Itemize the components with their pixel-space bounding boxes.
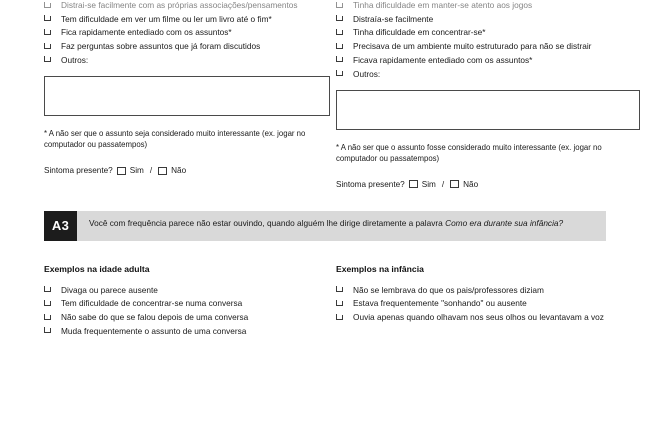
checkbox-icon[interactable]	[44, 300, 51, 306]
checkbox-icon[interactable]	[44, 286, 51, 292]
checkbox-icon-no[interactable]	[158, 167, 167, 175]
right-free-text-box[interactable]	[336, 90, 640, 130]
child-examples-column	[336, 285, 650, 340]
question-block-a3	[44, 211, 606, 241]
left-column	[0, 0, 336, 189]
checkbox-icon[interactable]	[336, 15, 343, 21]
list-item-label: Não sabe do que se falou depois de uma conversa	[61, 312, 249, 323]
checkbox-icon[interactable]	[44, 2, 51, 8]
list-item[interactable]	[44, 27, 330, 38]
list-item[interactable]	[336, 69, 640, 80]
child-examples-heading: Exemplos na infância	[336, 263, 424, 274]
checkbox-icon[interactable]	[336, 43, 343, 49]
examples-headings	[0, 259, 650, 277]
right-checklist	[336, 0, 640, 80]
list-item[interactable]	[44, 326, 330, 337]
list-item-label: Estava frequentemente "sonhando" ou ausente	[353, 298, 527, 309]
question-text-italic: Como era durante sua infância?	[445, 217, 564, 228]
adult-examples-list	[44, 285, 330, 337]
right-column	[336, 0, 650, 189]
list-item[interactable]	[336, 298, 640, 309]
list-item-label: Distraía-se facilmente	[353, 13, 434, 24]
list-item-label: Tinha dificuldade em manter-se atento aos jogos	[353, 0, 533, 10]
question-text	[77, 211, 606, 241]
checkbox-icon[interactable]	[336, 70, 343, 76]
list-item-label: Outros:	[353, 68, 381, 79]
left-checklist	[44, 0, 330, 66]
left-footnote: * A não ser que o assunto seja considerado muito interessante (ex. jogar no computador ou passatempos)	[44, 129, 306, 150]
left-symptom-row	[44, 166, 330, 175]
left-symptom-label: Sintoma presente?	[44, 166, 113, 176]
adult-heading-wrap	[0, 259, 336, 277]
list-item[interactable]	[44, 298, 330, 309]
list-item[interactable]	[44, 55, 330, 66]
child-heading-wrap	[336, 259, 650, 277]
checkbox-icon[interactable]	[336, 286, 343, 292]
list-item-label: Precisava de um ambiente muito estruturado para não se distrair	[353, 41, 592, 52]
list-item-label: Tem dificuldade em ver um filme ou ler um livro até o fim*	[61, 13, 272, 24]
left-free-text-box[interactable]	[44, 76, 330, 116]
list-item-label: Muda frequentemente o assunto de uma conversa	[61, 325, 247, 336]
right-symptom-row	[336, 180, 640, 189]
examples-two-column-section	[0, 285, 650, 340]
list-item[interactable]	[336, 55, 640, 66]
right-footnote: * A não ser que o assunto fosse considerado muito interessante (ex. jogar no computador ou passatempos)	[336, 142, 602, 163]
checkbox-icon[interactable]	[44, 43, 51, 49]
checkbox-icon[interactable]	[336, 314, 343, 320]
list-item[interactable]	[44, 285, 330, 296]
adult-examples-column	[0, 285, 336, 340]
list-item-label: Outros:	[61, 54, 89, 65]
checkbox-icon[interactable]	[336, 29, 343, 35]
right-symptom-separator: /	[441, 179, 445, 189]
top-two-column-section	[0, 0, 650, 189]
left-symptom-yes: Sim	[129, 166, 144, 176]
list-item[interactable]	[44, 14, 330, 25]
list-item[interactable]	[336, 41, 640, 52]
left-symptom-separator: /	[149, 166, 153, 176]
right-symptom-no: Não	[463, 179, 479, 189]
checkbox-icon[interactable]	[336, 2, 343, 8]
list-item[interactable]	[44, 0, 330, 11]
list-item-label: Não se lembrava do que os pais/professores diziam	[353, 284, 544, 295]
list-item-label: Tinha dificuldade em concentrar-se*	[353, 27, 486, 38]
list-item-label: Divaga ou parece ausente	[61, 284, 158, 295]
checkbox-icon[interactable]	[44, 314, 51, 320]
checkbox-icon[interactable]	[44, 56, 51, 62]
question-text-main: Você com frequência parece não estar ouvindo, quando alguém lhe dirige diretamente a palavra	[89, 217, 446, 228]
checkbox-icon-no[interactable]	[450, 180, 459, 188]
list-item-label: Ouvia apenas quando olhavam nos seus olhos ou levantavam a voz	[353, 312, 604, 323]
list-item-label: Fica rapidamente entediado com os assuntos*	[61, 27, 232, 38]
checkbox-icon-yes[interactable]	[409, 180, 418, 188]
adult-examples-heading: Exemplos na idade adulta	[44, 263, 150, 274]
list-item[interactable]	[336, 27, 640, 38]
checkbox-icon[interactable]	[336, 300, 343, 306]
question-code-badge: A3	[44, 211, 77, 241]
child-examples-list	[336, 285, 640, 324]
list-item-label: Ficava rapidamente entediado com os assuntos*	[353, 54, 533, 65]
list-item[interactable]	[44, 312, 330, 323]
list-item[interactable]	[336, 0, 640, 11]
checkbox-icon-yes[interactable]	[117, 167, 126, 175]
left-symptom-no: Não	[171, 166, 187, 176]
checkbox-icon[interactable]	[336, 56, 343, 62]
list-item-label: Distrai-se facilmente com as próprias associações/pensamentos	[61, 0, 298, 10]
list-item[interactable]	[44, 41, 330, 52]
list-item[interactable]	[336, 14, 640, 25]
list-item-label: Tem dificuldade de concentrar-se numa conversa	[61, 298, 243, 309]
right-symptom-yes: Sim	[421, 179, 436, 189]
checkbox-icon[interactable]	[44, 327, 51, 333]
list-item[interactable]	[336, 312, 640, 323]
right-symptom-label: Sintoma presente?	[336, 179, 405, 189]
list-item[interactable]	[336, 285, 640, 296]
checkbox-icon[interactable]	[44, 15, 51, 21]
list-item-label: Faz perguntas sobre assuntos que já foram discutidos	[61, 41, 261, 52]
checkbox-icon[interactable]	[44, 29, 51, 35]
